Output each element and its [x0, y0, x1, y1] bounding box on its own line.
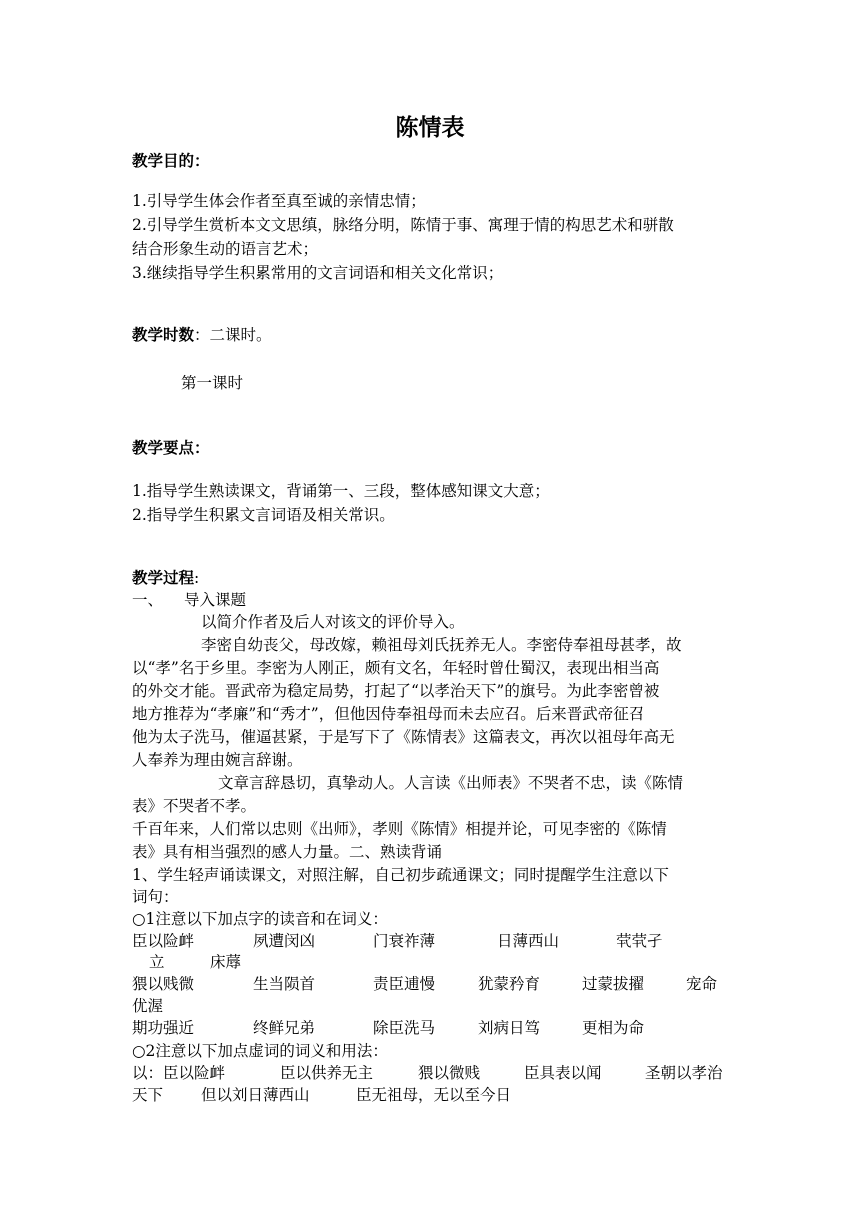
process-line: 以简介作者及后人对该文的评价导入。: [201, 613, 465, 631]
yi-example: 但以刘日薄西山: [201, 1086, 310, 1104]
process-line: 表》具有相当强烈的感人力量。二、熟读背诵: [132, 843, 443, 861]
vocab-word: 猥以贱微: [132, 975, 195, 993]
hours-label: 教学时数: [132, 325, 195, 344]
vocab-word: 终鲜兄弟: [253, 1019, 316, 1037]
keypoints-heading-line: [132, 437, 210, 459]
keypoint-item-1: 1.指导学生熟读课文，背诵第一、三段，整体感知课文大意；: [132, 482, 550, 500]
yi-example: 臣具表以闻: [524, 1064, 602, 1082]
vocab-word: 生当陨首: [253, 975, 316, 993]
vocab-word: 立: [149, 953, 165, 971]
vocab-word: 过蒙拔擢: [582, 975, 645, 993]
vocab-word: 夙遭闵凶: [253, 932, 316, 950]
process-line: 他为太子洗马，催逼甚紧，于是写下了《陈情表》这篇表文，再次以祖母年高无: [132, 728, 675, 746]
vocab-word: 床蓐: [210, 953, 242, 971]
yi-example: 猥以微贱: [418, 1064, 481, 1082]
keypoints-colon: ：: [194, 438, 210, 457]
vocab-word: 优渥: [132, 997, 164, 1015]
process-line: 文章言辞恳切，真挚动人。人言读《出师表》不哭者不忠，读《陈情: [218, 774, 684, 792]
vocab-word: 除臣洗马: [373, 1019, 436, 1037]
hours-value: ：二课时。: [194, 326, 272, 344]
objective-item-3: 3.继续指导学生积累常用的文言词语和相关文化常识；: [132, 264, 504, 282]
lesson-label: 第一课时: [181, 374, 244, 392]
objectives-heading: 教学目的：: [132, 151, 210, 170]
section-1-title: 导入课题: [184, 591, 247, 609]
process-line: 以“孝”名于乡里。李密为人刚正，颇有文名，年轻时曾仕蜀汉，表现出相当高: [132, 659, 660, 677]
process-line: 的外交才能。晋武帝为稳定局势，打起了“以孝治天下”的旗号。为此李密曾被: [132, 682, 660, 700]
process-line: 1、学生轻声诵读课文，对照注解，自己初步疏通课文；同时提醒学生注意以下: [132, 866, 669, 884]
page-title: 陈情表: [395, 114, 465, 141]
process-colon: :: [194, 569, 200, 587]
process-heading-line: [132, 567, 199, 589]
yi-example: 臣以供养无主: [280, 1064, 374, 1082]
process-line: ○1注意以下加点字的读音和在词义：: [132, 910, 388, 928]
keypoints-heading: 教学要点: [132, 438, 195, 457]
process-line: 表》不哭者不孝。: [132, 797, 257, 815]
keypoint-item-2: 2.指导学生积累文言词语及相关常识。: [132, 506, 395, 524]
vocab-word: 期功强近: [132, 1019, 195, 1037]
yi-example: 臣无祖母，无以至今日: [356, 1086, 512, 1104]
yi-example: 圣朝以孝治: [645, 1064, 723, 1082]
process-line: 李密自幼丧父，母改嫁，赖祖母刘氏抚养无人。李密侍奉祖母甚孝，故: [201, 636, 682, 654]
vocab-word: 更相为命: [582, 1019, 645, 1037]
objective-item-2-cont: 结合形象生动的语言艺术；: [132, 240, 319, 258]
process-line: 地方推荐为“孝廉”和“秀才”，但他因侍奉祖母而未去应召。后来晋武帝征召: [132, 705, 645, 723]
objective-item-1: 1.引导学生体会作者至真至诚的亲情忠情；: [132, 192, 426, 210]
vocab-word: 臣以险衅: [132, 932, 195, 950]
process-line: 千百年来，人们常以忠则《出师》，孝则《陈情》相提并论，可见李密的《陈情: [132, 820, 667, 838]
hours-line: [132, 324, 272, 346]
process-heading: 教学过程: [132, 568, 195, 587]
vocab-word: 宠命: [686, 975, 718, 993]
section-1-number: 一、: [132, 591, 164, 609]
note-2: ○2注意以下加点虚词的词义和用法：: [132, 1042, 388, 1060]
process-line: 人奉养为理由婉言辞谢。: [132, 751, 303, 769]
process-line: 词句：: [132, 888, 179, 906]
vocab-word: 门衰祚薄: [373, 932, 436, 950]
yi-example: 天下: [132, 1086, 164, 1104]
objective-item-2: 2.引导学生赏析本文文思缜，脉络分明，陈情于事、寓理于情的构思艺术和骈散: [132, 216, 674, 234]
vocab-word: 犹蒙矜育: [478, 975, 541, 993]
vocab-word: 责臣逋慢: [373, 975, 436, 993]
vocab-word: 刘病日笃: [478, 1019, 541, 1037]
vocab-word: 茕茕孑: [616, 932, 663, 950]
yi-example: 以：臣以险衅: [132, 1064, 226, 1082]
vocab-word: 日薄西山: [497, 932, 560, 950]
